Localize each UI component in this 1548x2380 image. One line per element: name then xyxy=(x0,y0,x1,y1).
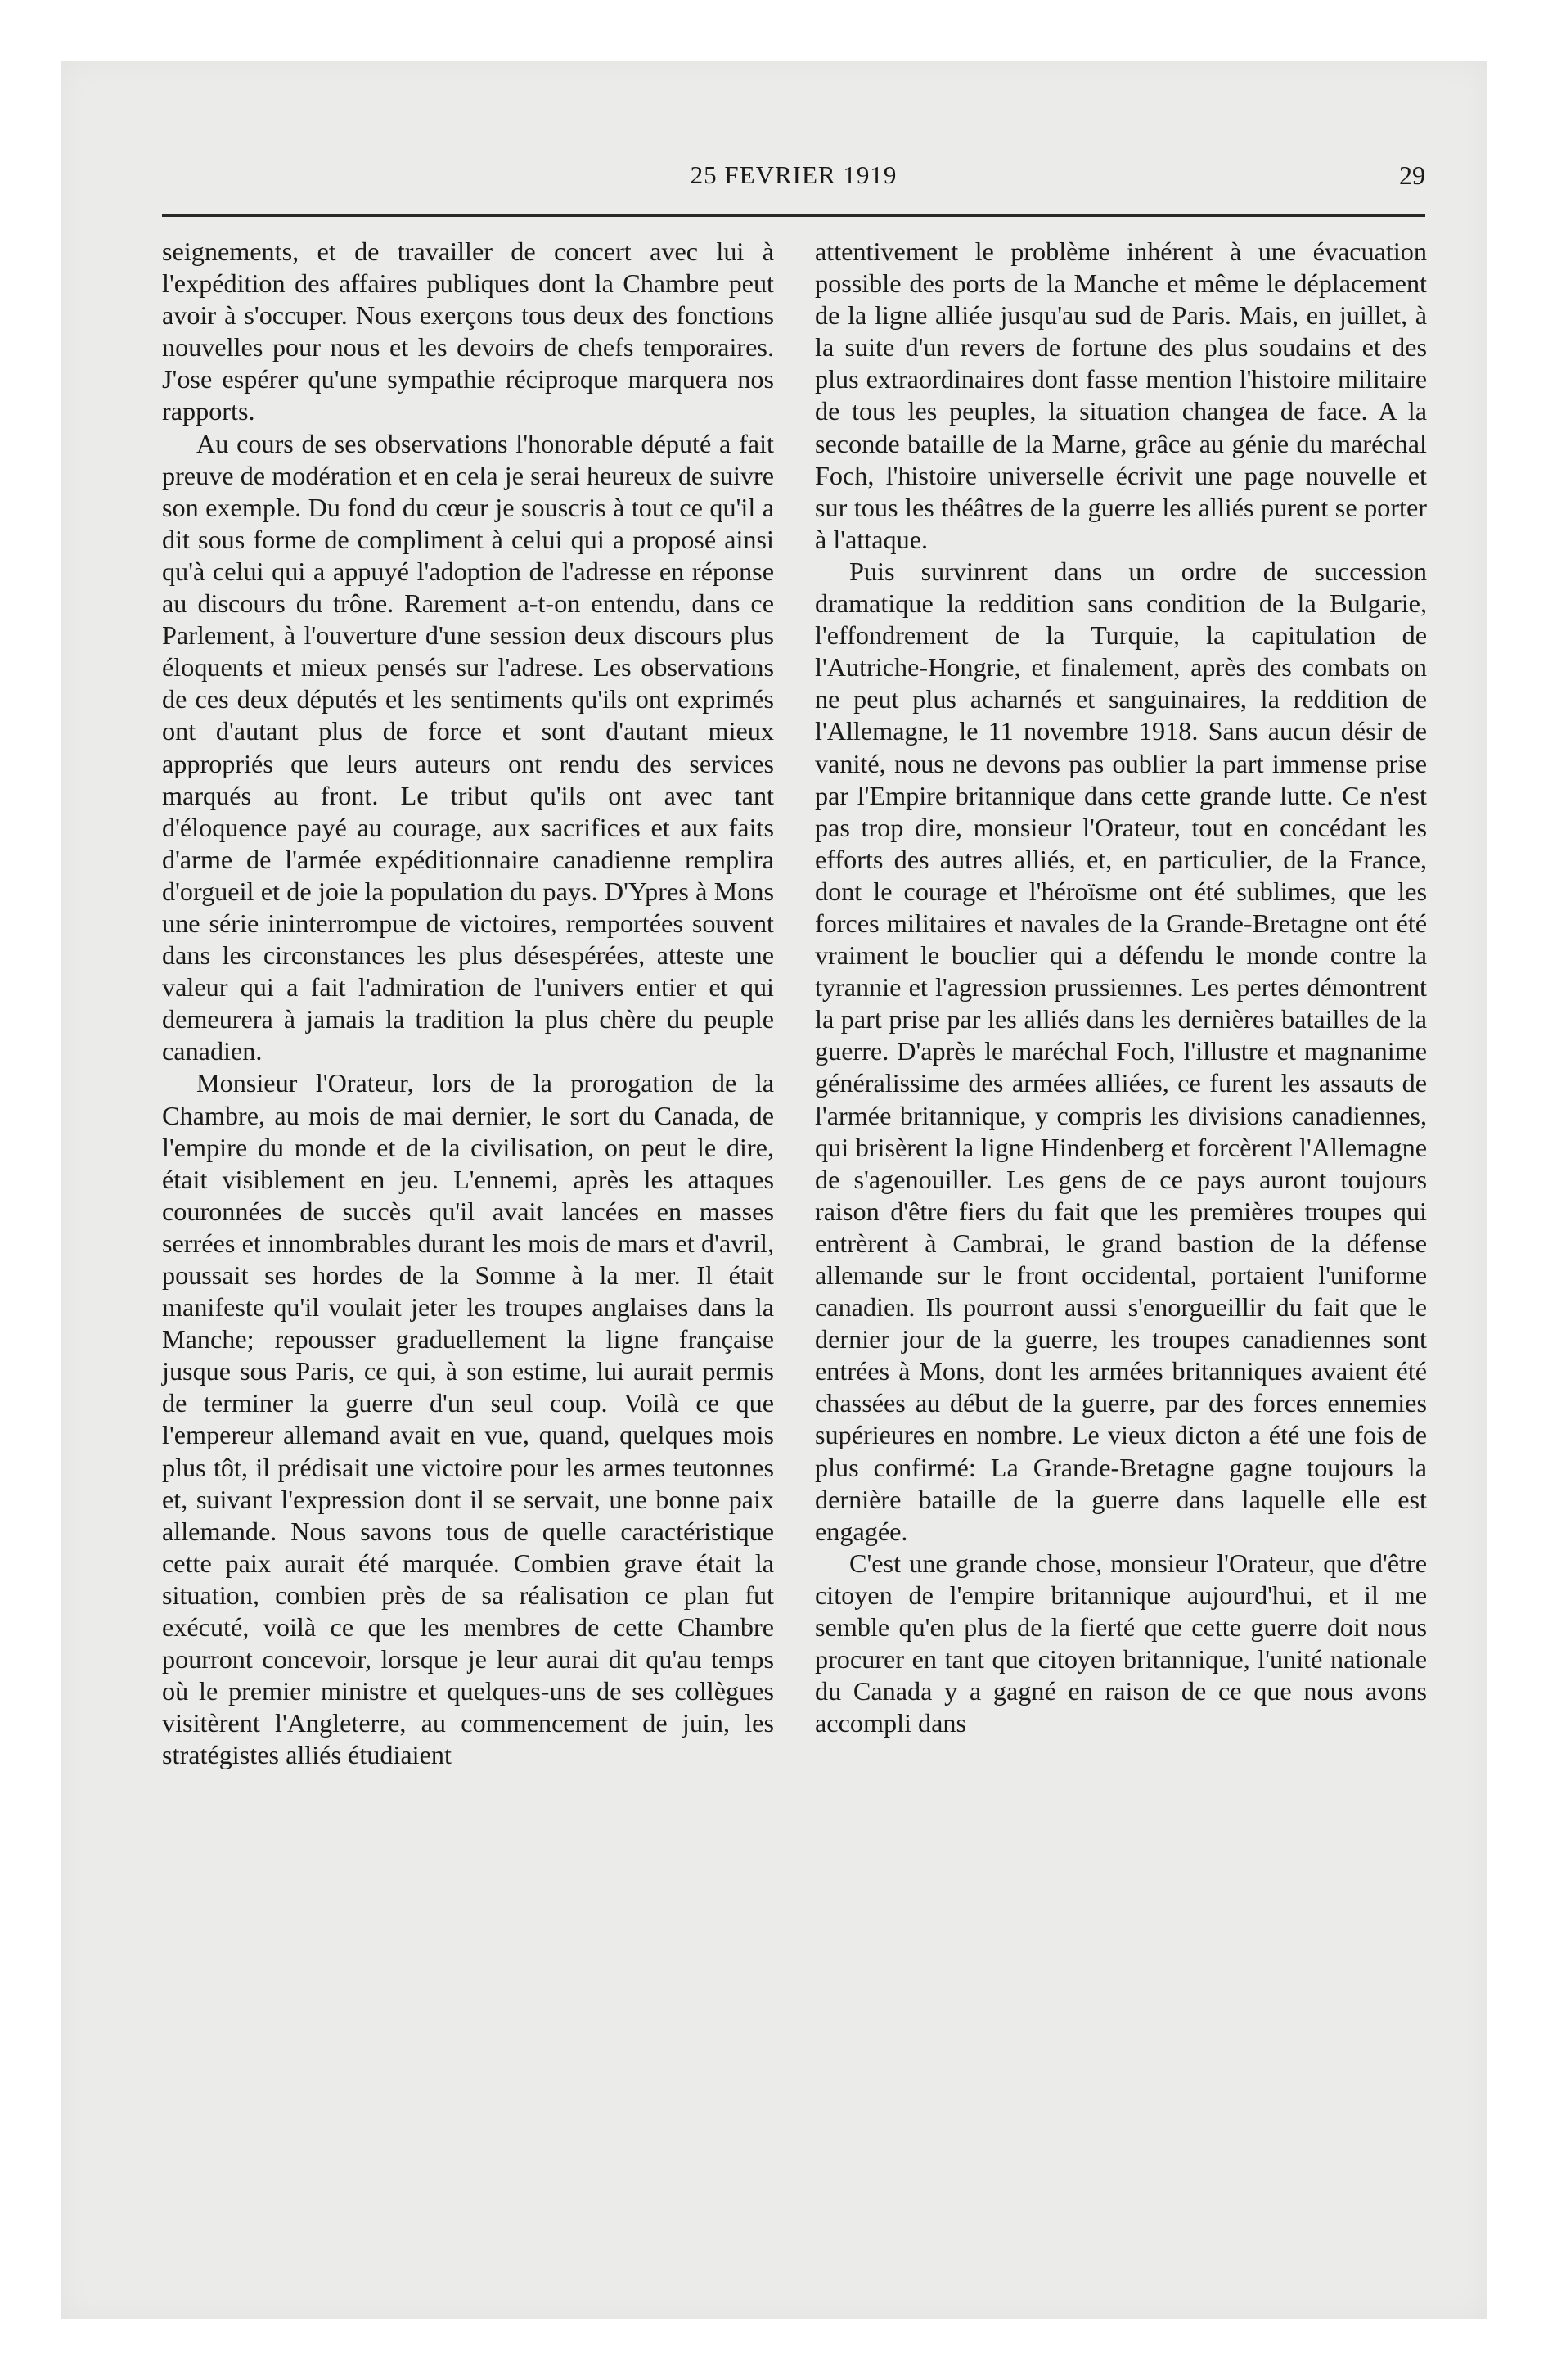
header-rule xyxy=(162,214,1425,217)
right-paragraph-1: attentivement le problème inhérent à une évacuation possible des ports de la Manche et même le déplacement de la ligne alliée jusqu'au sud de Paris. Mais, en juillet, à la suite d'un revers de fortune des plus soudains et des plus extraordinaires dont fasse mention l'histoire militaire de tous les peuples, la situation changea de face. A la seconde bataille de la Marne, grâce au génie du maréchal Foch, l'histoire universelle écrivit une page nouvelle et sur tous les théâtres de la guerre les alliés purent se porter à l'attaque. xyxy=(815,237,1427,554)
page-number: 29 xyxy=(1399,160,1425,190)
right-paragraph-2: Puis survinrent dans un ordre de succession dramatique la reddition sans condition de la Bulgarie, l'effondrement de la Turquie, la capitulation de l'Autriche-Hongrie, et finalement, après des combats on ne peut plus acharnés et sanguinaires, la reddition de l'Allemagne, le 11 novembre 1918. Sans aucun désir de vanité, nous ne devons pas oublier la part immense prise par l'Empire britannique dans cette grande lutte. Ce n'est pas trop dire, monsieur l'Orateur, tout en concédant les efforts des autres alliés, et, en particulier, de la France, dont le courage et l'héroïsme ont été sublimes, que les forces militaires et navales de la Grande-Bretagne ont été vraiment le bouclier qui a défendu le monde contre la tyrannie et l'agression prussiennes. Les pertes démontrent la part prise par les alliés dans les dernières batailles de la guerre. D'après le maréchal Foch, l'illustre et magnanime généralissime des armées alliées, ce furent les assauts de l'armée britannique, y compris les divisions canadiennes, qui brisèrent la ligne Hindenberg et forcèrent l'Allemagne de s'agenouiller. Les gens de ce pays auront toujours raison d'être fiers du fait que les premières troupes qui entrèrent à Cambrai, le grand bastion de la défense allemande sur le front occidental, portaient l'uniforme canadien. Ils pourront aussi s'enorgueillir du fait que le dernier jour de la guerre, les troupes canadiennes sont entrées à Mons, dont les armées britanniques avaient été chassées au début de la guerre, par des forces ennemies supérieures en nombre. Le vieux dicton a été une fois de plus confirmé: La Grande-Bretagne gagne toujours la dernière bataille de la guerre dans laquelle elle est engagée. xyxy=(815,556,1427,1546)
left-paragraph-2: Au cours de ses observations l'honorable député a fait preuve de modération et en cela je serai heureux de suivre son exemple. Du fond du cœur je souscris à tout ce qu'il a dit sous forme de compliment à celui qui a proposé ainsi qu'à celui qui a appuyé l'adoption de l'adresse en réponse au discours du trône. Rarement a-t-on entendu, dans ce Parlement, à l'ouverture d'une session deux discours plus éloquents et mieux pensés sur l'adrese. Les observations de ces deux députés et les sentiments qu'ils ont exprimés ont d'autant plus de force et sont d'autant mieux appropriés que leurs auteurs ont rendu des services marqués au front. Le tribut qu'ils ont avec tant d'éloquence payé au courage, aux sacrifices et aux faits d'arme de l'armée expéditionnaire canadienne remplira d'orgueil et de joie la population du pays. D'Ypres à Mons une série ininterrompue de victoires, remportées souvent dans les circonstances les plus désespérées, atteste une valeur qui a fait l'admiration de l'univers entier et qui demeurera à jamais la tradition la plus chère du peuple canadien. xyxy=(162,428,774,1066)
right-paragraph-3: C'est une grande chose, monsieur l'Orateur, que d'être citoyen de l'empire britannique aujourd'hui, et il me semble qu'en plus de la fierté que cette guerre doit nous procurer en tant que citoyen britannique, l'unité nationale du Canada y a gagné en raison de ce que nous avons accompli dans xyxy=(815,1548,1427,1738)
left-paragraph-3: Monsieur l'Orateur, lors de la prorogation de la Chambre, au mois de mai dernier, le sort du Canada, de l'empire du monde et de la civilisation, on peut le dire, était visiblement en jeu. L'ennemi, après les attaques couronnées de succès qu'il avait lancées en masses serrées et innombrables durant les mois de mars et d'avril, poussait ses hordes de la Somme à la mer. Il était manifeste qu'il voulait jeter les troupes anglaises dans la Manche; repousser graduellement la ligne française jusque sous Paris, ce qui, à son estime, lui aurait permis de terminer la guerre d'un seul coup. Voilà ce que l'empereur allemand avait en vue, quand, quelques mois plus tôt, il prédisait une victoire pour les armes teutonnes et, suivant l'expression dont il se servait, une bonne paix allemande. Nous savons tous de quelle caractéristique cette paix aurait été marquée. Combien grave était la situation, combien près de sa réalisation ce plan fut exécuté, voilà ce que les membres de cette Chambre pourront concevoir, lorsque je leur aurai dit qu'au temps où le premier ministre et quelques-uns de ses collègues visitèrent l'Angleterre, au commencement de juin, les stratégistes alliés étudiaient xyxy=(162,1068,774,1770)
left-column xyxy=(162,236,774,1772)
left-paragraph-1: seignements, et de travailler de concert avec lui à l'expédition des affaires publiques dont la Chambre peut avoir à s'occuper. Nous exerçons tous deux des fonctions nouvelles pour nous et les devoirs de chefs temporaires. J'ose espérer qu'une sympathie réciproque marquera nos rapports. xyxy=(162,237,774,426)
page-header xyxy=(162,160,1425,193)
right-column xyxy=(815,236,1427,1739)
header-date: 25 FEVRIER 1919 xyxy=(690,160,898,189)
